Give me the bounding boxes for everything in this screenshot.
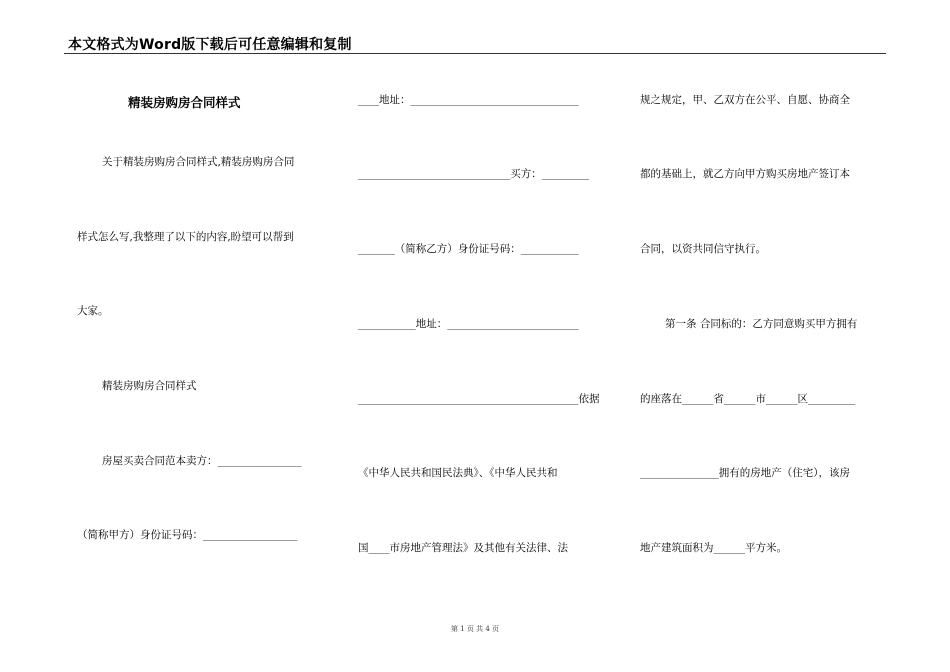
col3-line-4: 第一条 合同标的：乙方同意购买甲方拥有 <box>665 318 858 330</box>
col3-line-6: _______________拥有的房地产（住宅），该房 <box>640 467 850 479</box>
banner-divider <box>64 53 886 54</box>
col2-line-7: 国____市房地产管理法》及其他有关法律、法 <box>358 542 568 554</box>
col3-line-2: 都的基础上，就乙方向甲方购买房地产签订本 <box>640 168 850 180</box>
col1-line-4: 精装房购房合同样式 <box>102 380 197 392</box>
document-title: 精装房购房合同样式 <box>128 95 241 110</box>
col1-line-6: （简称甲方）身份证号码：__________________ <box>77 529 298 541</box>
col1-line-5: 房屋买卖合同范本卖方：________________ <box>102 455 302 467</box>
col1-line-3: 大家。 <box>77 305 109 317</box>
col1-line-1: 关于精装房购房合同样式,精装房购房合同 <box>102 156 295 168</box>
col3-line-3: 合同，以资共同信守执行。 <box>640 243 766 255</box>
col2-line-3: _______（简称乙方）身份证号码：___________ <box>358 243 579 255</box>
col2-line-6: 《中华人民共和国民法典》、《中华人民共和 <box>358 467 558 479</box>
col1-line-2: 样式怎么写,我整理了以下的内容,盼望可以帮到 <box>77 231 294 243</box>
col3-line-1: 规之规定，甲、乙双方在公平、自愿、协商全 <box>640 94 850 106</box>
download-banner: 本文格式为Word版下载后可任意编辑和复制 <box>68 37 352 53</box>
col2-line-4: ___________地址：_________________________ <box>358 318 579 330</box>
page-number: 第 1 页 共 4 页 <box>450 625 500 633</box>
col3-line-7: 地产建筑面积为______平方米。 <box>640 542 787 554</box>
col3-line-5: 的座落在______省______市______区_________ <box>640 393 856 405</box>
col2-line-2: _____________________________买方：_________ <box>358 168 589 180</box>
col2-line-5: __________________________________________依据 <box>358 393 600 405</box>
col2-line-1: ____地址：________________________________ <box>358 94 579 106</box>
